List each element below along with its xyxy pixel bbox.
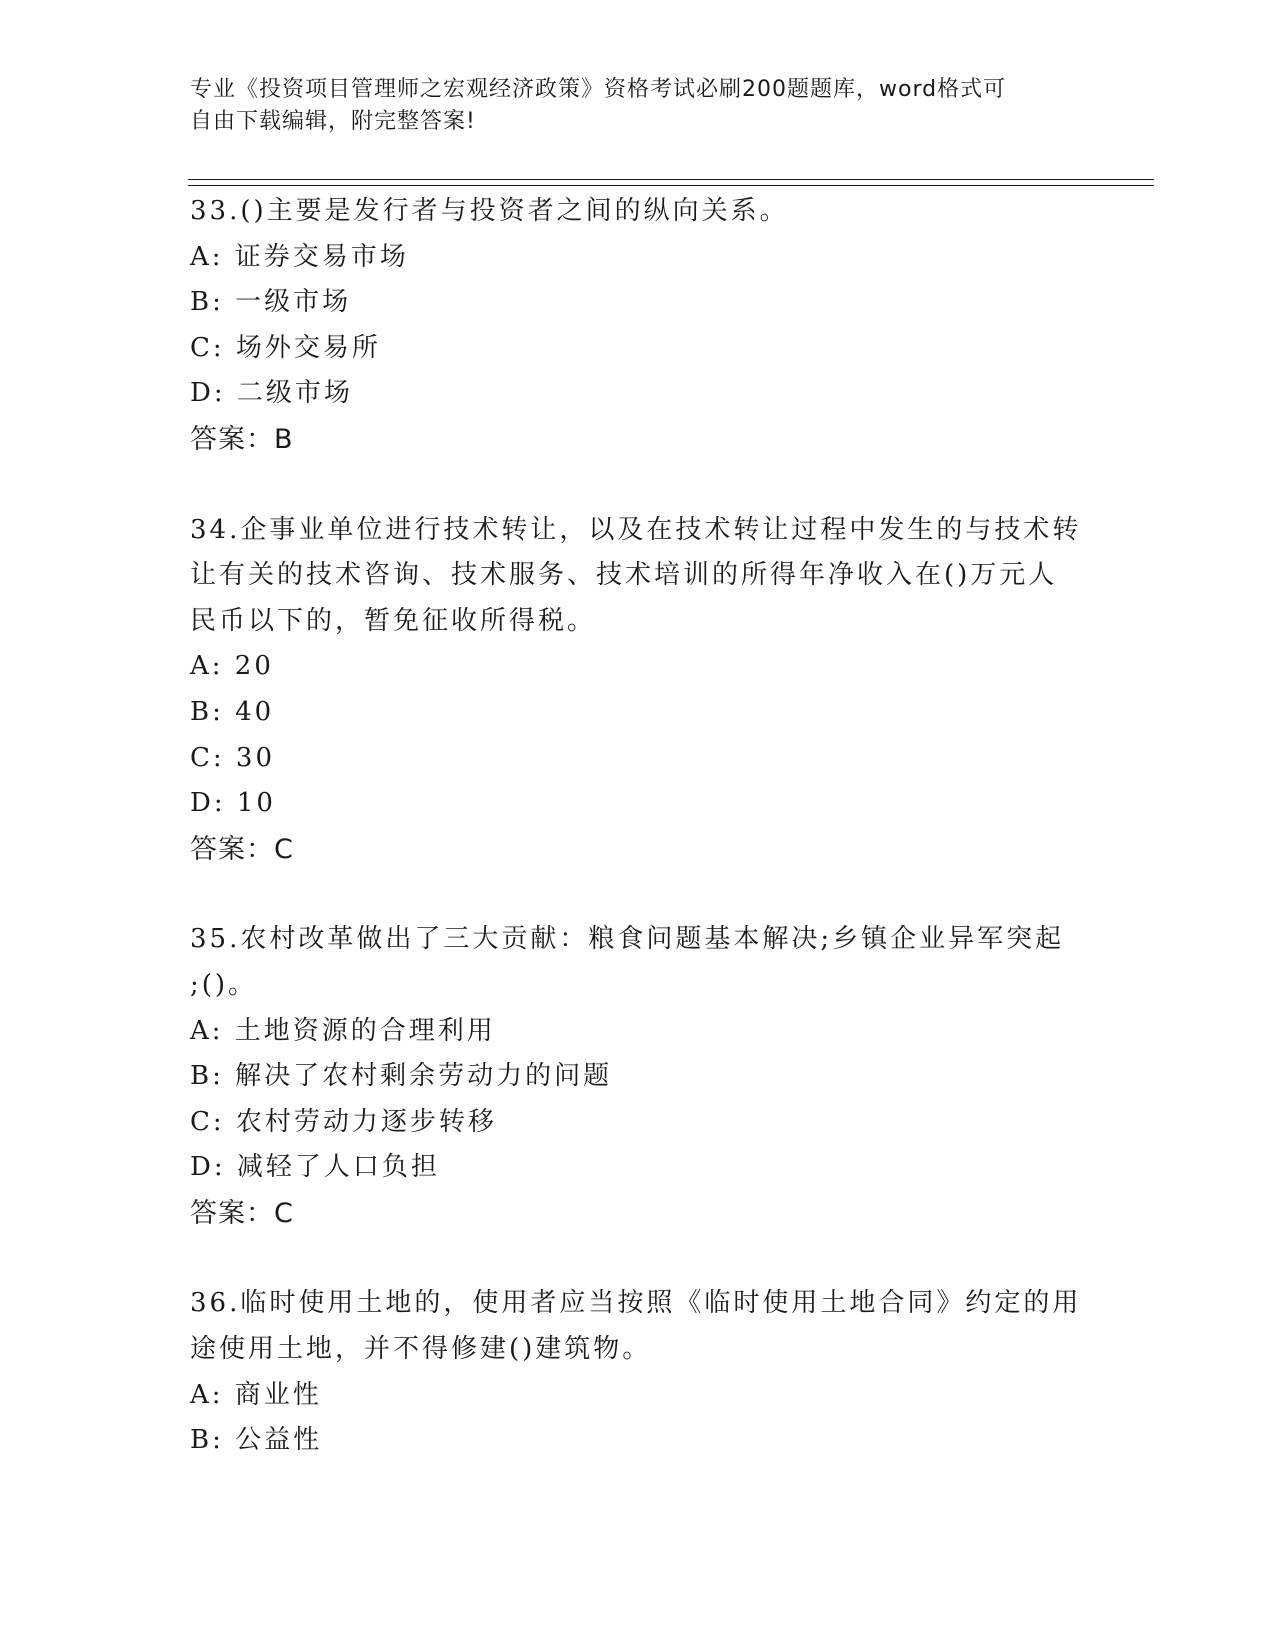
option-d: D: 二级市场 [190, 378, 353, 409]
question-35 [190, 917, 1090, 1236]
option-c: C: 农村劳动力逐步转移 [190, 1106, 497, 1137]
question-list [190, 189, 1090, 1509]
option-c: C: 30 [190, 742, 276, 773]
question-36 [190, 1281, 1090, 1463]
option-a: A: 证券交易市场 [190, 241, 409, 272]
header-divider-bottom [188, 185, 1154, 186]
question-stem: 民币以下的，暂免征收所得税。 [190, 605, 597, 636]
question-stem: 33.()主要是发行者与投资者之间的纵向关系。 [190, 196, 789, 226]
question-stem: 途使用土地，并不得修建()建筑物。 [190, 1334, 652, 1365]
option-b: B: 一级市场 [190, 287, 352, 318]
option-d: D: 10 [190, 788, 276, 819]
header-line-1: 专业《投资项目管理师之宏观经济政策》资格考试必刷200题题库，word格式可 [190, 77, 1007, 102]
answer-line: 答案：C [190, 1197, 294, 1229]
question-34 [190, 508, 1090, 873]
option-d: D: 减轻了人口负担 [190, 1152, 440, 1183]
question-stem: 35.农村改革做出了三大贡献：粮食问题基本解决;乡镇企业异军突起 [190, 924, 1065, 955]
option-a: A: 土地资源的合理利用 [190, 1015, 496, 1046]
question-stem: 让有关的技术咨询、技术服务、技术培训的所得年净收入在()万元人 [190, 560, 1058, 591]
option-b: B: 解决了农村剩余劳动力的问题 [190, 1061, 613, 1092]
header-divider-top [188, 179, 1154, 180]
answer-line: 答案：C [190, 833, 294, 865]
question-stem: ;()。 [190, 969, 258, 1000]
option-a: A: 20 [190, 651, 274, 682]
question-33 [190, 189, 1090, 463]
header-line-2: 自由下载编辑，附完整答案! [190, 109, 476, 134]
option-c: C: 场外交易所 [190, 332, 381, 363]
answer-line: 答案：B [190, 423, 294, 455]
document-header [190, 74, 1070, 138]
option-a: A: 商业性 [190, 1379, 322, 1410]
option-b: B: 公益性 [190, 1425, 323, 1456]
question-stem: 34.企事业单位进行技术转让，以及在技术转让过程中发生的与技术转 [190, 514, 1082, 545]
question-stem: 36.临时使用土地的，使用者应当按照《临时使用土地合同》约定的用 [190, 1288, 1082, 1319]
option-b: B: 40 [190, 696, 275, 727]
